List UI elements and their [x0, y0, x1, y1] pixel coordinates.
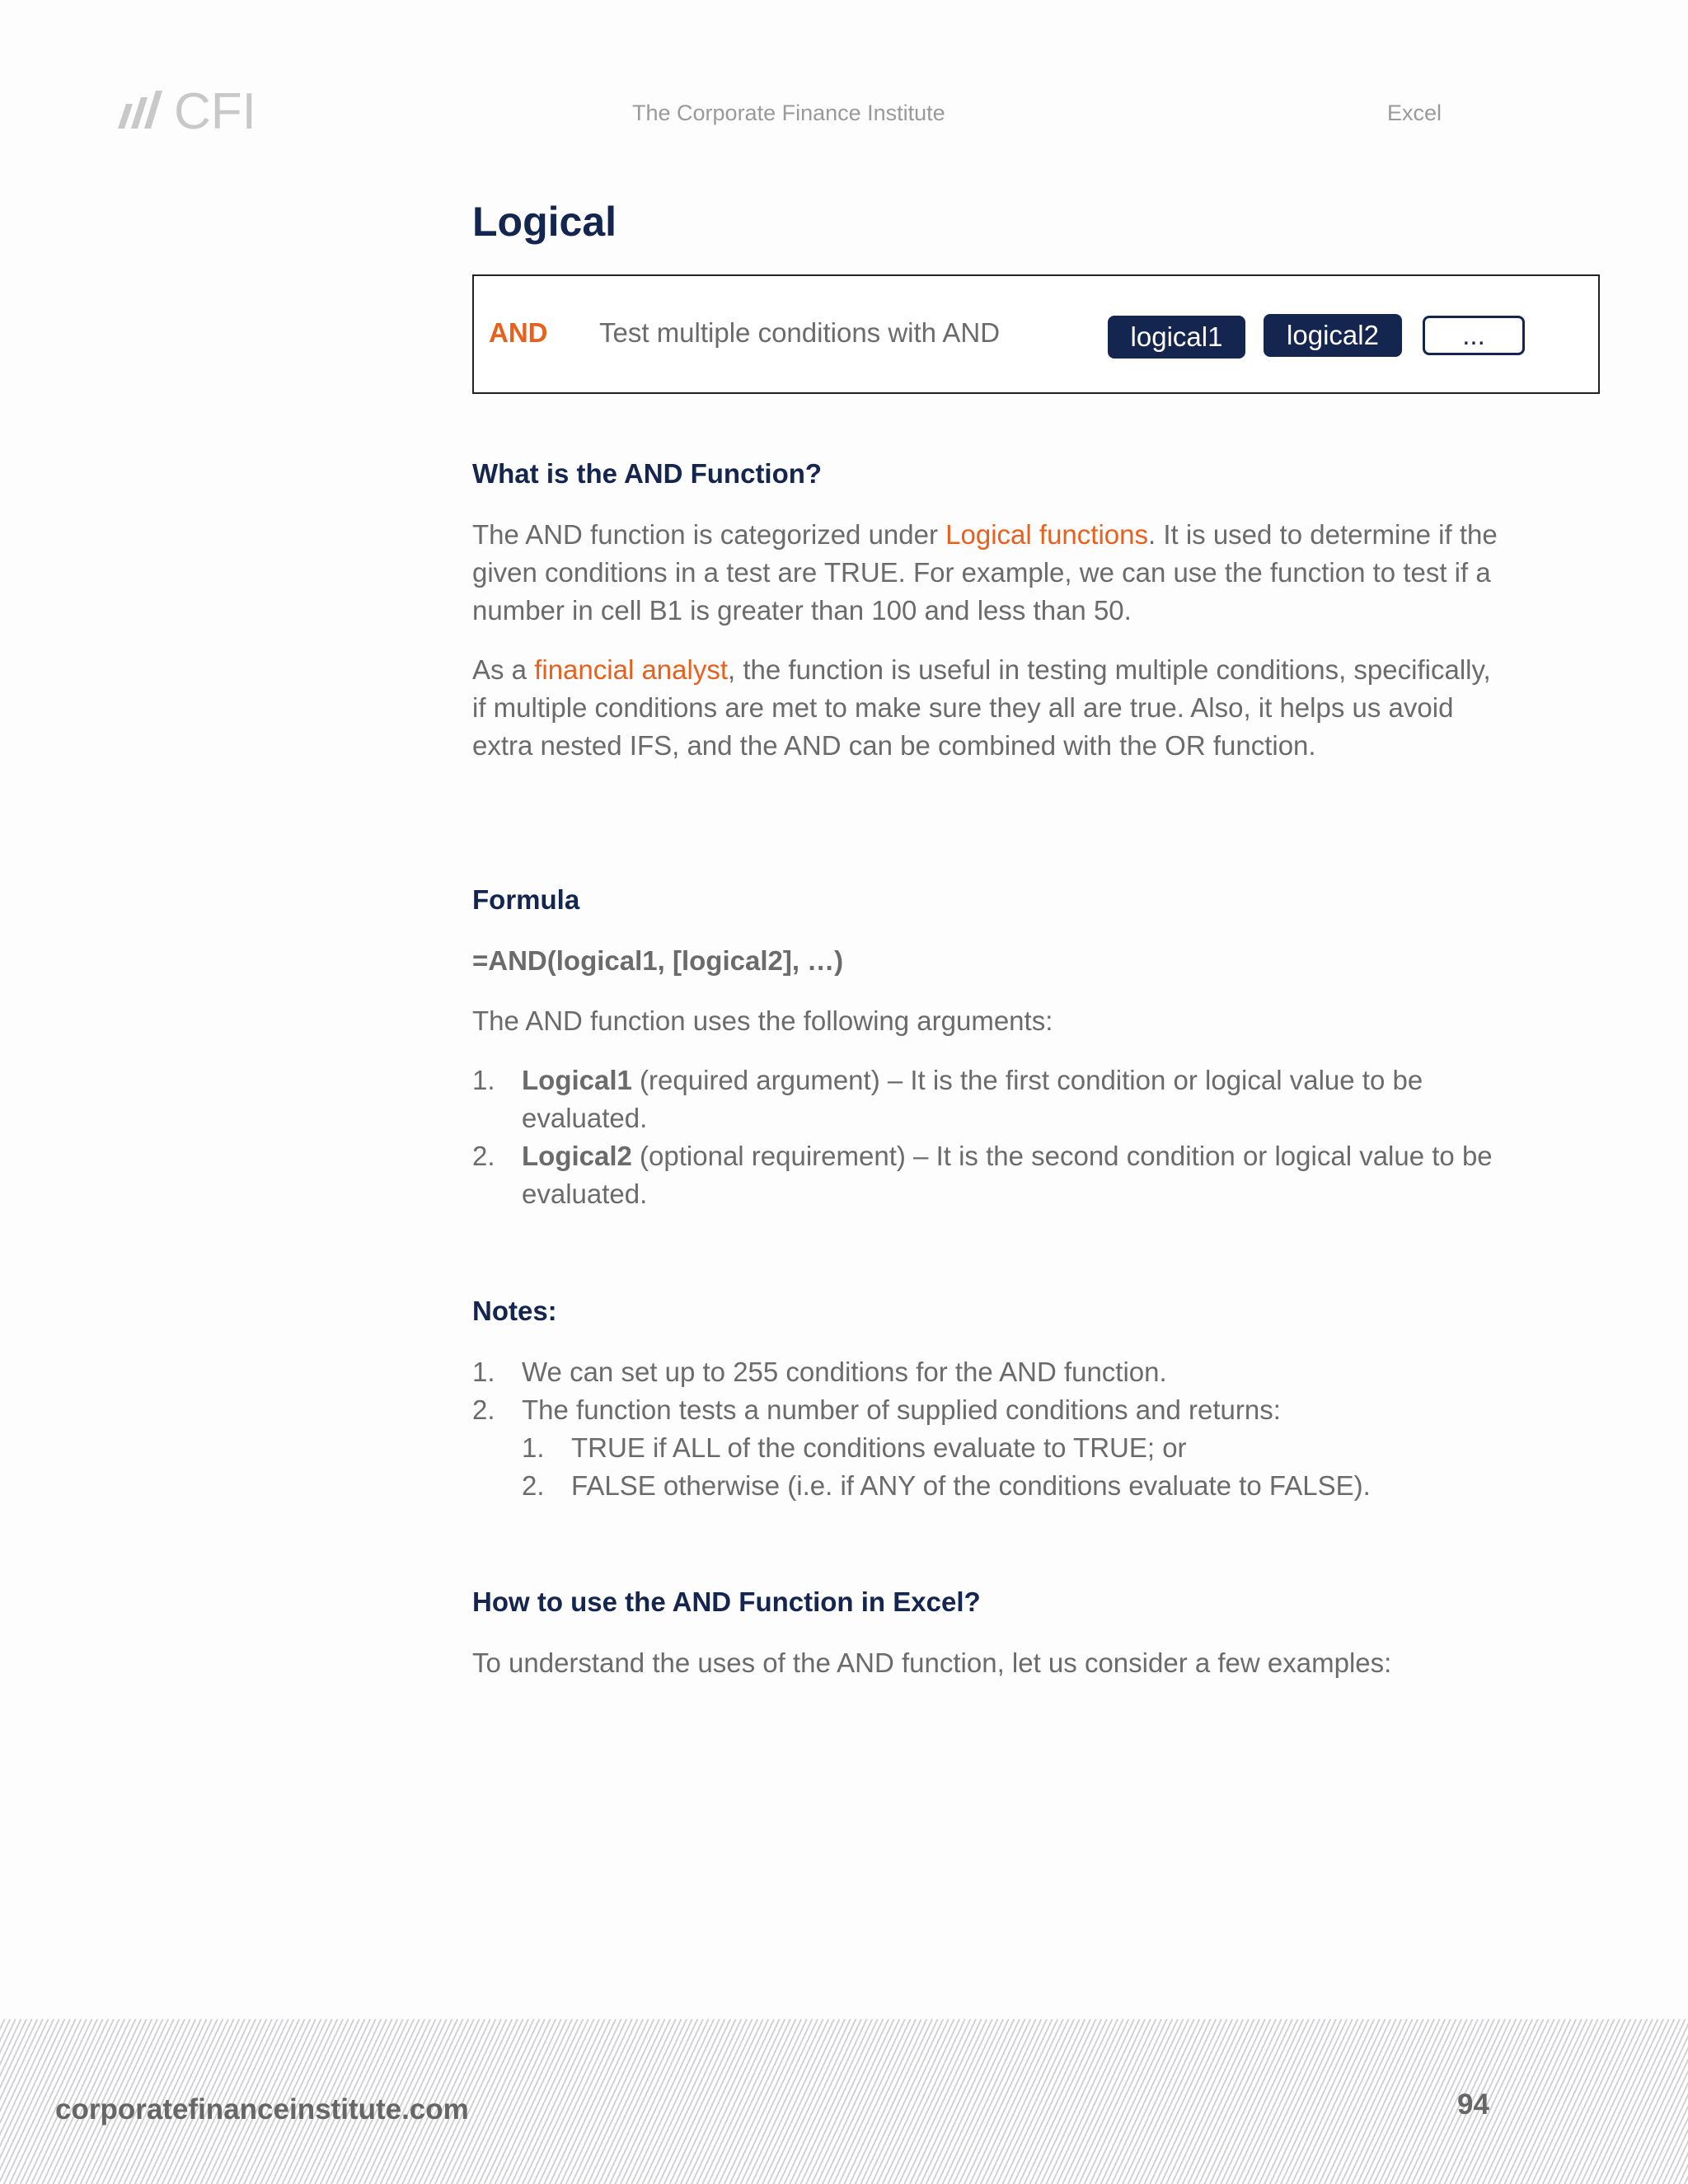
formula-intro: The AND function uses the following arguments: [472, 1005, 1053, 1036]
list-number: 2. [522, 1470, 545, 1501]
footer [0, 2019, 1688, 2184]
list-text [522, 1062, 1511, 1137]
list-text [522, 1137, 1511, 1213]
list-number: 1. [472, 1357, 495, 1387]
footer-site: corporatefinanceinstitute.com [55, 2093, 469, 2125]
financial-analyst-link[interactable]: financial analyst [534, 654, 729, 685]
paragraph [472, 516, 1511, 630]
sub-list-item [472, 1467, 1511, 1505]
function-box [472, 274, 1600, 394]
svg-text:CFI: CFI [174, 86, 256, 135]
page-title: Logical [472, 199, 617, 245]
arg-pill-logical1: logical1 [1108, 316, 1245, 359]
list-text: We can set up to 255 conditions for the AND function. [522, 1357, 1167, 1387]
intro-text [472, 516, 1511, 786]
function-name: AND [489, 317, 548, 348]
arg-pill-more: ... [1423, 316, 1525, 355]
list-number: 2. [472, 1394, 495, 1425]
arg-name: Logical2 [522, 1141, 632, 1171]
paragraph [472, 651, 1511, 765]
arg-text: (required argument) – It is the first condition or logical value to be evaluated. [522, 1065, 1423, 1133]
header-section-text: Excel [1387, 101, 1442, 125]
list-number: 2. [472, 1141, 495, 1171]
arg-pill-logical2: logical2 [1264, 314, 1402, 357]
formula-syntax: =AND(logical1, [logical2], …) [472, 945, 844, 976]
list-text: The function tests a number of supplied conditions and returns: [522, 1394, 1281, 1425]
sub-list-item [472, 1429, 1511, 1467]
text: The AND function is categorized under [472, 519, 946, 550]
list-item [472, 1353, 1511, 1391]
section-heading-formula: Formula [472, 884, 580, 915]
howto-text: To understand the uses of the AND function, let us consider a few examples: [472, 1647, 1392, 1678]
arg-name: Logical1 [522, 1065, 632, 1095]
function-description: Test multiple conditions with AND [599, 317, 1001, 348]
section-heading-notes: Notes: [472, 1296, 557, 1326]
logical-functions-link[interactable]: Logical functions [945, 519, 1148, 550]
list-text: FALSE otherwise (i.e. if ANY of the conditions evaluate to FALSE). [571, 1470, 1371, 1501]
list-item [472, 1391, 1511, 1429]
text: , the function is useful in testing multiple conditions, specifically, if multiple conditions are met to make sure they all are true. Also, it helps us avoid extra nested IFS, and the AND can be combined with the OR function. [472, 654, 1491, 761]
list-item [472, 1137, 1511, 1213]
arg-text: (optional requirement) – It is the second condition or logical value to be evaluated. [522, 1141, 1493, 1209]
argument-list [472, 1062, 1511, 1213]
section-heading-how-to: How to use the AND Function in Excel? [472, 1586, 981, 1617]
text: . It is used to determine if the given conditions in a test are TRUE. For example, we can use the function to test if a number in cell B1 is greater than 100 and less than 50. [472, 519, 1498, 626]
text: As a [472, 654, 535, 685]
list-item [472, 1062, 1511, 1137]
list-number: 1. [472, 1065, 495, 1095]
cfi-logo [115, 86, 263, 135]
list-number: 1. [522, 1432, 545, 1463]
notes-list [472, 1353, 1511, 1505]
header-center-text: The Corporate Finance Institute [632, 101, 945, 125]
section-heading-what-is: What is the AND Function? [472, 458, 823, 489]
list-text: TRUE if ALL of the conditions evaluate to TRUE; or [571, 1432, 1187, 1463]
page-number: 94 [1457, 2088, 1489, 2121]
